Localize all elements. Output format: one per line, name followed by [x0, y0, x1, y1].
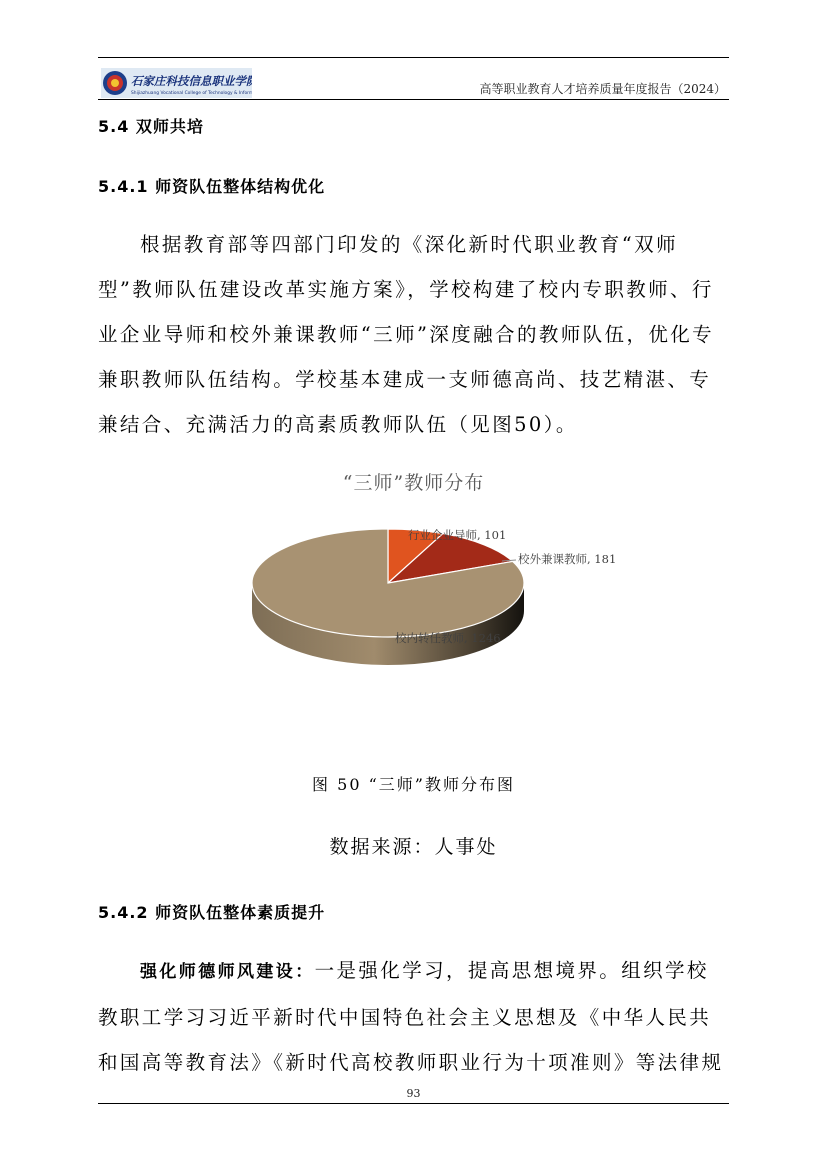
header-top-rule [98, 57, 729, 58]
college-logo [101, 68, 252, 98]
pie-label-3: 校内转任教师, 1246 [395, 631, 501, 645]
figure-source: 数据来源：人事处 [329, 836, 498, 858]
paragraph-ethics [98, 948, 729, 1085]
pie-label-2: 校外兼课教师, 181 [518, 552, 617, 566]
footer-rule [98, 1103, 729, 1104]
figure-caption: 图 50 “三师”教师分布图 [312, 775, 515, 794]
paragraph-structure-text: 根据教育部等四部门印发的《深化新时代职业教育“双师型”教师队伍建设改革实施方案》，学校构建了校内专职教师、行业企业导师和校外兼课教师“三师”深度融合的教师队伍，优化专兼职教师队伍结构。学校基本建成一支师德高尚、技艺精湛、专兼结合、充满活力的高素质教师队伍（见图50）。 [98, 233, 715, 436]
section-heading: 5.4 双师共培 [98, 117, 204, 136]
chart-title: “三师”教师分布 [342, 472, 485, 494]
report-title: 高等职业教育人才培养质量年度报告（2024） [479, 82, 726, 96]
logo-text: 石家庄科技信息职业学院 [131, 74, 252, 88]
logo-subtext: Shijiazhuang Vocational College of Technology & Information [131, 91, 252, 96]
paragraph-ethics-text: 一是强化学习，提高思想境界。组织学校教职工学习习近平新时代中国特色社会主义思想及《中华人民共和国高等教育法》《新时代高校教师职业行为十项准则》等法律规 [98, 959, 724, 1074]
page-number: 93 [406, 1087, 421, 1100]
header-bottom-rule [98, 99, 729, 100]
paragraph-structure [98, 222, 729, 447]
paragraph-lead: 强化师德师风建设： [140, 962, 315, 982]
pie-chart [230, 505, 650, 735]
pie-label-1: 行业企业导师, 101 [408, 528, 507, 542]
subsection-heading-2: 5.4.2 师资队伍整体素质提升 [98, 903, 326, 922]
subsection-heading-1: 5.4.1 师资队伍整体结构优化 [98, 177, 326, 196]
